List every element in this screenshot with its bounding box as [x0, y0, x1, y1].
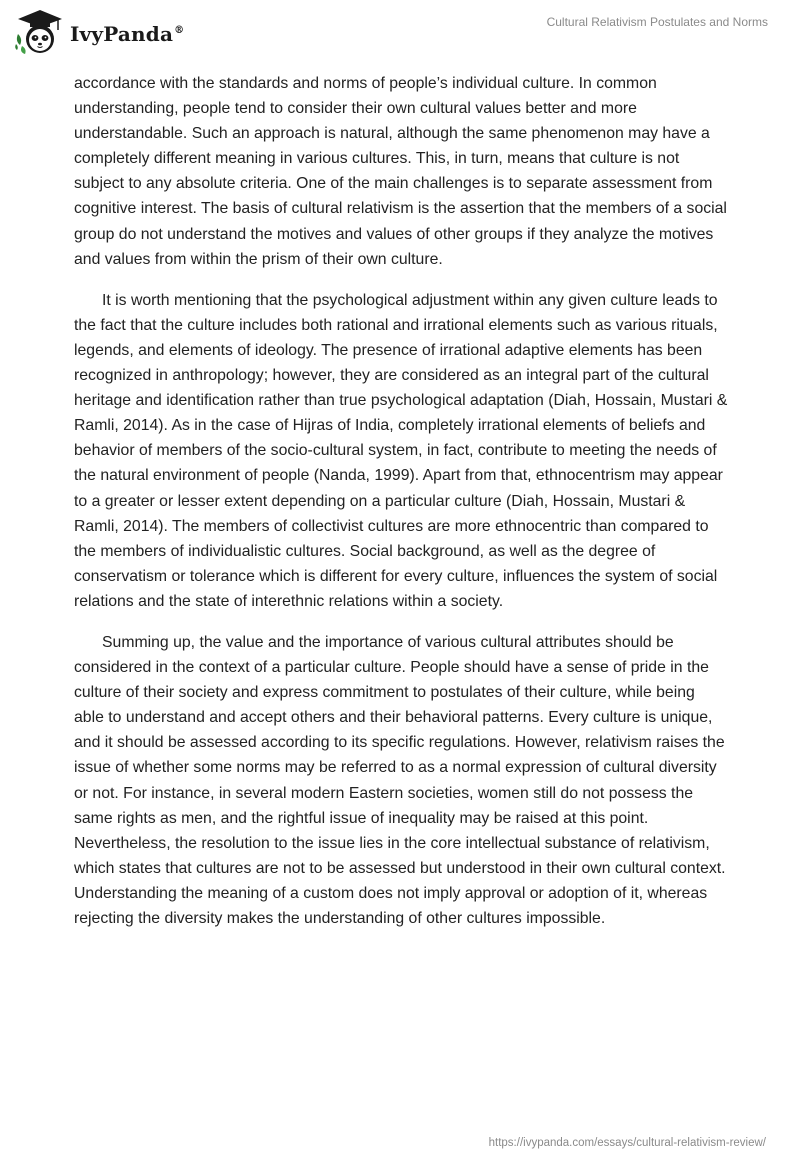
- logo-wordmark: [70, 22, 184, 46]
- paragraph-continuation: accordance with the standards and norms of people’s individual culture. In common understanding, people tend to consider their own cultural values better and more understandable. Such an approach is natural, although the same phenomenon may have a completely different meaning in various cultures. This, in turn, means that culture is not subject to any absolute criteria. One of the main challenges is to separate assessment from cognitive interest. The basis of cultural relativism is the assertion that the members of a social group do not understand the motives and values of other groups if they analyze the motives and values from within the prism of their own culture.: [74, 75, 727, 268]
- panda-logo-icon: [14, 8, 66, 56]
- document-title: Cultural Relativism Postulates and Norms: [546, 15, 768, 29]
- paragraph-summing-up: Summing up, the value and the importance of various cultural attributes should be considered in the context of a particular culture. People should have a sense of pride in the culture of their society and express commitment to postulates of their culture, while being able to understand and accept others and their behavioral patterns. Every culture is unique, and it should be assessed according to its specific regulations. However, relativism raises the issue of whether some norms may be referred to as a normal expression of cultural diversity or not. For instance, in several modern Eastern societies, women still do not possess the same rights as men, and the rightful issue of inequality may be raised at this point. Nevertheless, the resolution to the issue lies in the core intellectual substance of relativism, which states that cultures are not to be assessed but understood in their own cultural context. Understanding the meaning of a custom does not imply approval or adoption of it, whereas rejecting the diversity makes the understanding of other cultures impossible.: [74, 633, 726, 927]
- ivypanda-logo[interactable]: [14, 8, 184, 56]
- logo-text: IvyPanda: [70, 22, 174, 46]
- essay-body: [74, 71, 728, 947]
- page-header: [0, 0, 800, 60]
- paragraph-psychological-adjustment: It is worth mentioning that the psychological adjustment within any given culture leads to the fact that the culture includes both rational and irrational elements such as various rituals, legends, and elements of ideology. The presence of irrational adaptive elements has been recognized in anthropology; however, they are considered as an integral part of the cultural heritage and identification rather than true psychological adaptation (Diah, Hossain, Mustari & Ramli, 2014). As in the case of Hijras of India, completely irrational elements of beliefs and behavior of members of the socio-cultural system, in fact, contribute to meeting the needs of the natural environment of people (Nanda, 1999). Apart from that, ethnocentrism may appear to a greater or lesser extent depending on a particular culture (Diah, Hossain, Mustari & Ramli, 2014). The members of collectivist cultures are more ethnocentric than compared to the members of individualistic cultures. Social background, as well as the degree of conservatism or tolerance which is different for every culture, influences the system of social relations and the state of interethnic relations within a society.: [74, 291, 728, 610]
- source-url[interactable]: https://ivypanda.com/essays/cultural-relativism-review/: [488, 1137, 766, 1149]
- registered-mark: ®: [174, 25, 185, 37]
